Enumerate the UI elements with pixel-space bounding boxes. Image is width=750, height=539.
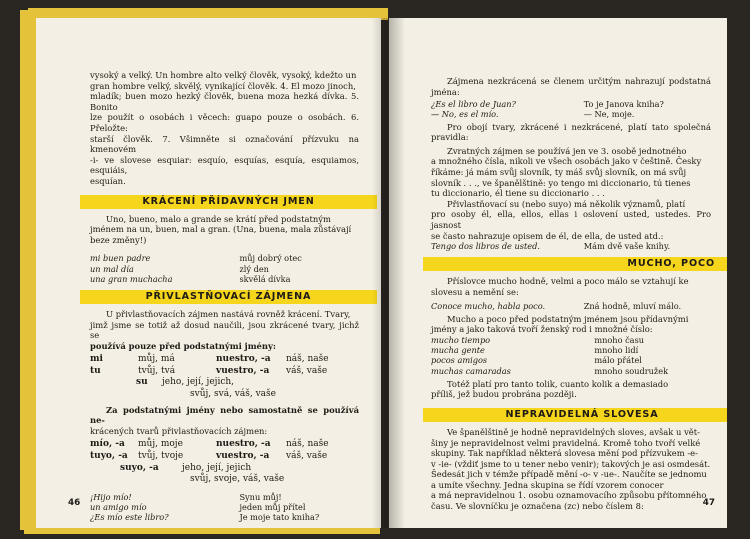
text-line: příliš, jež budou probrána později. bbox=[431, 389, 577, 400]
paragraph-tanto bbox=[431, 379, 711, 400]
gutter-shadow bbox=[389, 18, 405, 528]
example-spanish: Tengo dos libros de usted. bbox=[431, 241, 540, 252]
example-spanish: mucha gente bbox=[431, 345, 485, 356]
pronoun-meaning: můj, moje bbox=[138, 439, 183, 450]
section-heading-kraceni: KRÁCENÍ PŘÍDAVNÝCH JMEN bbox=[80, 195, 377, 209]
pronoun-meaning: náš, naše bbox=[286, 354, 329, 365]
example-spanish: Conoce mucho, habla poco. bbox=[431, 300, 546, 311]
su-example bbox=[431, 241, 711, 251]
paragraph-mucho bbox=[431, 276, 711, 297]
text-line: Uno, bueno, malo a grande se krátí před podstatným bbox=[106, 213, 331, 224]
example-czech: — Ne, moje. bbox=[583, 109, 635, 120]
text-line: slovesu a nemění se: bbox=[431, 286, 519, 297]
pronoun-form: mi bbox=[90, 354, 103, 365]
example-czech: Mám dvě vaše knihy. bbox=[583, 241, 671, 252]
pronoun-row bbox=[90, 366, 359, 378]
example-spanish: un mal día bbox=[90, 263, 134, 274]
example-spanish: muchas camaradas bbox=[431, 365, 511, 376]
pronoun-form: nuestro, -a bbox=[216, 439, 271, 450]
example-czech: To je Janova kniha? bbox=[583, 99, 664, 110]
text-line: jimž jsme se totiž až dosud naučili, jsou zkrácené tvary, jichž se bbox=[90, 319, 359, 341]
paragraph-mucho-adj bbox=[431, 314, 711, 335]
example-czech: Je moje tato kniha? bbox=[239, 512, 320, 523]
text-line: a umíte všechny. Jedna skupina se řídí vzorem conocer bbox=[431, 479, 664, 490]
example-czech: málo přátel bbox=[594, 355, 642, 366]
intro-line: -i- ve slovese esquiar: esquío, esquías, esquía, esquiamos, esquiáis, bbox=[90, 154, 359, 176]
text-line: Mucho a poco před podstatným jménem jsou přídavnými bbox=[447, 313, 689, 324]
text-line: U přivlastňovacích zájmen nastává rovněž krácení. Tvary, bbox=[106, 308, 351, 319]
text-line: tu diccionario, él tiene su diccionario . . . bbox=[431, 188, 605, 199]
intro-line: starší člověk. 7. Všimněte si označování přízvuku na kmenovém bbox=[90, 133, 359, 155]
example-spanish: mucho tiempo bbox=[431, 334, 491, 345]
example-czech: mnoho času bbox=[594, 334, 645, 345]
example-spanish: ¿Es el libro de Juan? bbox=[431, 99, 516, 110]
gutter-shadow bbox=[372, 18, 388, 528]
paragraph: Pro obojí tvary, zkrácené i nezkrácené, platí tato společná pravidla: bbox=[431, 121, 711, 143]
pronoun-row bbox=[90, 474, 359, 486]
text-line: se často nahrazuje opisem de él, de ella, de usted atd.: bbox=[431, 230, 664, 241]
pronoun-form: suyo, -a bbox=[120, 462, 159, 473]
pronoun-meaning: tvůj, tvoje bbox=[138, 451, 184, 462]
intro-line: lze použít o osobách i věcech: guapo pouze o osobách. 6. Přeložte: bbox=[90, 112, 359, 133]
section-heading-mucho-poco: MUCHO, POCO bbox=[423, 257, 727, 271]
example-czech: mnoho lidí bbox=[594, 345, 639, 356]
pronoun-form: vuestro, -a bbox=[216, 451, 270, 462]
examples-table bbox=[431, 335, 711, 376]
pronoun-row bbox=[90, 451, 359, 463]
intro-paragraph bbox=[90, 70, 359, 187]
intro-line: vysoký a velký. Un hombre alto velký člověk, vysoký, kdežto un bbox=[90, 70, 357, 80]
example-spanish: ¡Hijo mío! bbox=[90, 491, 132, 502]
text-line: Ve španělštině je hodně nepravidelných sloves, avšak u vět- bbox=[447, 426, 700, 437]
paragraph: Zájmena nezkrácená se členem určitým nahrazují podstatná jména: bbox=[431, 76, 711, 97]
dialog-example bbox=[431, 99, 711, 119]
section1-paragraph bbox=[90, 214, 359, 246]
paragraph-slovesa bbox=[431, 427, 711, 512]
text-line: pro osoby él, ella, ellos, ellas i oslovení usted, ustedes. Pro jasnost bbox=[431, 209, 711, 230]
examples-table bbox=[90, 492, 359, 523]
pronoun-row bbox=[90, 389, 359, 401]
example-spanish: mi buen padre bbox=[90, 253, 151, 264]
pronoun-meaning: jeho, její, jejich, bbox=[162, 377, 235, 388]
example-czech: Zná hodně, mluví málo. bbox=[583, 300, 682, 311]
text-line: říkáme: já mám svůj slovník, ty máš svůj slovník, on má svůj bbox=[431, 166, 687, 177]
section-heading-privlastnovaci: PŘIVLASTŇOVACÍ ZÁJMENA bbox=[80, 290, 377, 304]
pronoun-meaning: svůj, svá, váš, vaše bbox=[190, 389, 276, 400]
text-line: a má nepravidelnou 1. osobu oznamovacího způsobu přítomného bbox=[431, 490, 707, 501]
section-heading-nepravidelna-slovesa: NEPRAVIDELNÁ SLOVESA bbox=[423, 408, 727, 422]
left-page bbox=[36, 18, 381, 528]
pronoun-meaning: náš, naše bbox=[286, 439, 329, 450]
right-page bbox=[389, 18, 727, 528]
pronoun-row bbox=[90, 463, 359, 475]
pronoun-meaning: tvůj, tvá bbox=[138, 365, 176, 376]
text-line: jménem na un, buen, mal a gran. (Una, buena, mala zůstávají bbox=[90, 224, 352, 235]
text-line: skupiny. Tak například některá slovesa mění pod přízvukem -e- bbox=[431, 448, 698, 459]
pronoun-meaning: jeho, její, jejich bbox=[182, 462, 252, 473]
pronoun-row bbox=[90, 439, 359, 451]
example-spanish: una gran muchacha bbox=[90, 273, 173, 284]
pronoun-table-long bbox=[90, 439, 359, 485]
text-line: Šedesát jich v témže případě mění -o- v -ue-. Naučíte se jednomu bbox=[431, 469, 707, 480]
example-czech: Synu můj! bbox=[239, 491, 282, 502]
text-line: času. Ve slovníčku je označena (zc) nebo číslem 8: bbox=[431, 501, 644, 512]
pronoun-form: vuestro, -a bbox=[216, 365, 270, 376]
pronoun-row bbox=[90, 354, 359, 366]
text-line: a množného čísla, nikoli ve všech osobách jako v češtině. Česky bbox=[431, 156, 702, 167]
pronoun-meaning: svůj, svoje, váš, vaše bbox=[190, 474, 285, 485]
section2-paragraph bbox=[90, 309, 359, 351]
text-line: Totéž platí pro tanto tolik, cuanto kolik a demasiado bbox=[447, 378, 669, 389]
pronoun-form: nuestro, -a bbox=[216, 354, 271, 365]
example-czech: zlý den bbox=[239, 263, 269, 274]
pronoun-meaning: váš, vaše bbox=[286, 365, 328, 376]
intro-line: gran hombre velký, skvělý, vynikající člověk. 4. El mozo jinoch, bbox=[90, 80, 356, 91]
text-line: Zvratných zájmen se používá jen ve 3. osobě jednotného bbox=[447, 145, 687, 156]
text-line: používá pouze před podstatnými jmény: bbox=[90, 340, 276, 351]
section2-paragraph-2 bbox=[90, 405, 359, 437]
paragraph-su bbox=[431, 199, 711, 241]
pronoun-form: mío, -a bbox=[90, 439, 125, 450]
text-line: Příslovce mucho hodně, velmi a poco málo se vztahují ke bbox=[447, 276, 689, 287]
example-czech: můj dobrý otec bbox=[239, 253, 302, 264]
intro-line: esquían. bbox=[90, 175, 126, 186]
pronoun-row bbox=[90, 377, 359, 389]
examples-table bbox=[90, 253, 359, 284]
intro-line: mladík; buen mozo hezký člověk, buena moza hezká dívka. 5. Bonito bbox=[90, 91, 359, 112]
text-line: Za podstatnými jmény nebo samostatně se používá ne- bbox=[90, 404, 359, 426]
example-czech: jeden můj přítel bbox=[239, 502, 306, 513]
text-line: krácených tvarů přivlastňovacích zájmen: bbox=[90, 425, 268, 436]
pronoun-table-short bbox=[90, 354, 359, 400]
example-czech: skvělá dívka bbox=[239, 273, 291, 284]
page-number: 46 bbox=[68, 498, 81, 508]
text-line: Přivlastňovací su (nebo suyo) má několik významů, platí bbox=[447, 198, 686, 209]
text-line: jmény a jako taková tvoří ženský rod i množné číslo: bbox=[431, 324, 653, 335]
pronoun-form: su bbox=[136, 377, 148, 388]
example-spanish: un amigo mío bbox=[90, 502, 147, 513]
paragraph-zvratna bbox=[431, 146, 711, 199]
example-czech: mnoho soudružek bbox=[594, 365, 669, 376]
pronoun-form: tu bbox=[90, 365, 101, 376]
pronoun-form: tuyo, -a bbox=[90, 451, 128, 462]
example-spanish: ¿Es mío este libro? bbox=[90, 512, 169, 523]
pronoun-meaning: můj, má bbox=[138, 354, 175, 365]
mucho-example bbox=[431, 301, 711, 311]
text-line: šiny je nepravidelnost velmi pravidelná. Kromě toho tvoří velké bbox=[431, 437, 701, 448]
page-number: 47 bbox=[702, 498, 715, 508]
text-line: v -ie- (vždiť jsme to u tener nebo venir); takových je asi osmdesát. bbox=[431, 458, 711, 469]
pronoun-meaning: váš, vaše bbox=[286, 451, 328, 462]
text-line: beze změny!) bbox=[90, 234, 147, 245]
example-spanish: pocos amigos bbox=[431, 355, 488, 366]
example-spanish: — No, es el mío. bbox=[431, 109, 499, 120]
text-line: slovník . . ., ve španělštině: yo tengo mi diccionario, tú tienes bbox=[431, 177, 691, 188]
